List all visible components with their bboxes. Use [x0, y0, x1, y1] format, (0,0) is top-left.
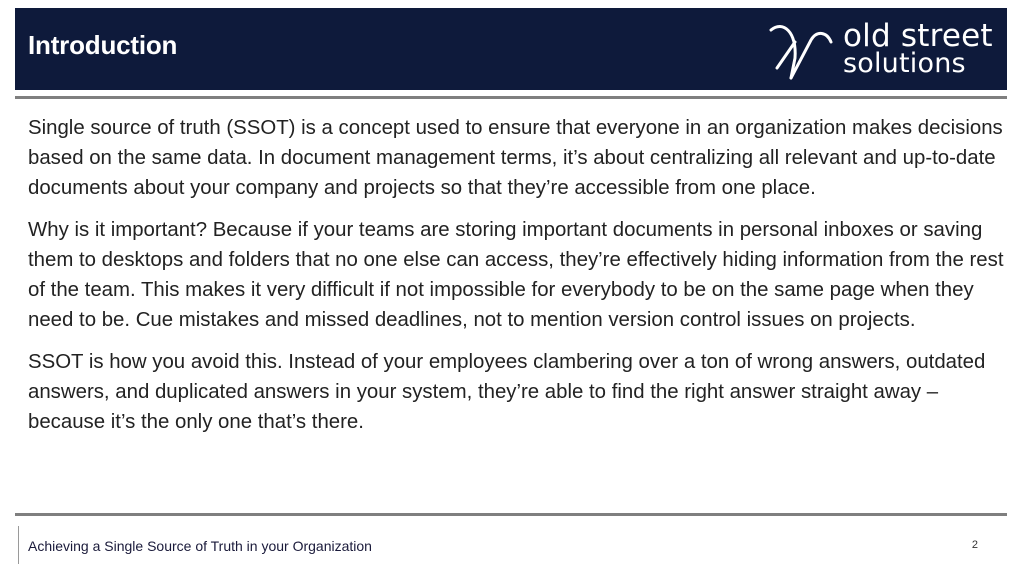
bottom-divider [15, 513, 1007, 516]
logo-text-line2: solutions [843, 48, 966, 79]
old-street-logo-mark-icon [765, 18, 837, 82]
footer-title: Achieving a Single Source of Truth in your Organization [28, 538, 372, 554]
paragraph-solution: SSOT is how you avoid this. Instead of your employees clambering over a ton of wrong answers, outdated answers, and duplicated answers in your system, they’re able to find the right answer straight away – because it’s the only one that’s there. [28, 351, 986, 433]
paragraph-definition: Single source of truth (SSOT) is a concept used to ensure that everyone in an organization makes decisions based on the same data. In document management terms, it’s about centralizing all relevant and up-to-date documents about your company and projects so that they’re accessible from one place. [28, 117, 1003, 199]
company-logo [765, 18, 1001, 82]
body-content [28, 113, 1018, 449]
footer-accent-bar [18, 526, 19, 564]
top-divider [15, 96, 1007, 99]
page-number: 2 [971, 539, 978, 551]
title-bar [15, 8, 1007, 90]
logo-text-line1: old street [843, 18, 993, 54]
paragraph-importance: Why is it important? Because if your teams are storing important documents in personal inboxes or saving them to desktops and folders that no one else can access, they’re effectively hiding information from the rest of the team. This makes it very difficult if not impossible for everybody to be on the same page when they need to be. Cue mistakes and missed deadlines, not to mention version control issues on projects. [28, 219, 1004, 331]
page-title: Introduction [28, 30, 178, 60]
